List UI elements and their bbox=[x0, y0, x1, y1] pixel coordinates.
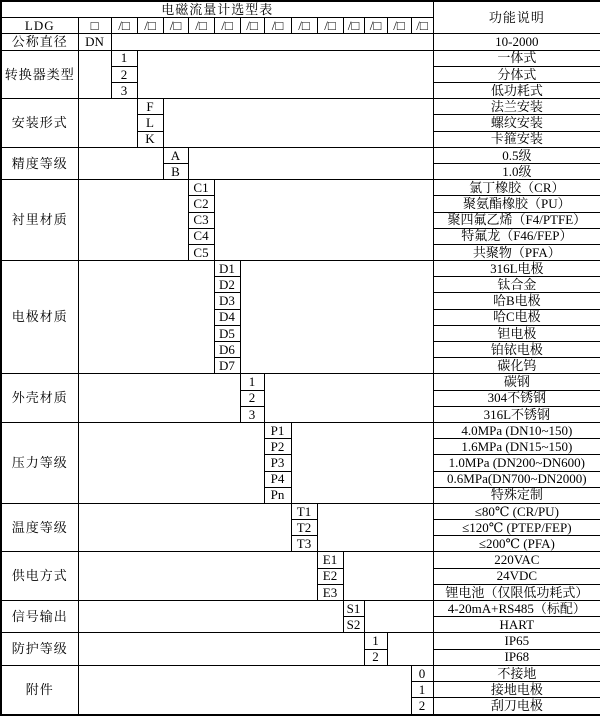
option-description: 1.6MPa (DN15~150) bbox=[433, 439, 600, 455]
table-title: 电磁流量计选型表 bbox=[1, 1, 433, 18]
model-box-1: □ bbox=[78, 18, 111, 34]
model-box-2: /□ bbox=[111, 18, 137, 34]
option-description: 共聚物（PFA） bbox=[433, 244, 600, 260]
option-code: L bbox=[137, 115, 163, 131]
option-code: P2 bbox=[264, 439, 291, 455]
option-spacer-left bbox=[78, 180, 188, 261]
option-description: 刮刀电极 bbox=[433, 698, 600, 715]
model-box-5: /□ bbox=[188, 18, 214, 34]
option-description: 特氟龙（F46/FEP） bbox=[433, 228, 600, 244]
option-code: Pn bbox=[264, 487, 291, 503]
option-description: 接地电极 bbox=[433, 681, 600, 697]
option-spacer-right bbox=[163, 99, 433, 148]
option-spacer-left bbox=[78, 665, 411, 715]
category-label: 安装形式 bbox=[1, 99, 78, 148]
model-box-7: /□ bbox=[240, 18, 264, 34]
option-description: 氯丁橡胶（CR） bbox=[433, 180, 600, 196]
option-code: E2 bbox=[317, 568, 343, 584]
category-label: 精度等级 bbox=[1, 147, 78, 179]
option-code: 3 bbox=[240, 406, 264, 422]
option-code: C1 bbox=[188, 180, 214, 196]
option-row bbox=[1, 261, 600, 277]
option-spacer-right bbox=[188, 147, 433, 179]
option-code: 1 bbox=[364, 633, 387, 649]
option-code: 2 bbox=[364, 649, 387, 665]
option-code: 3 bbox=[111, 83, 137, 99]
option-description: ≤120℃ (PTEP/FEP) bbox=[433, 520, 600, 536]
option-spacer-left bbox=[78, 99, 137, 148]
category-label: 外壳材质 bbox=[1, 374, 78, 423]
option-code: T3 bbox=[291, 536, 317, 552]
model-prefix: LDG bbox=[1, 18, 78, 34]
option-row bbox=[1, 99, 600, 115]
option-code: D6 bbox=[214, 342, 240, 358]
dn-spacer bbox=[111, 34, 433, 50]
category-label: 电极材质 bbox=[1, 261, 78, 374]
option-code: B bbox=[163, 163, 188, 179]
option-description: 法兰安装 bbox=[433, 99, 600, 115]
option-description: 钽电极 bbox=[433, 325, 600, 341]
option-code: D1 bbox=[214, 261, 240, 277]
option-spacer-right bbox=[317, 503, 433, 552]
option-description: 卡箍安装 bbox=[433, 131, 600, 147]
option-description: 24VDC bbox=[433, 568, 600, 584]
model-box-4: /□ bbox=[163, 18, 188, 34]
option-spacer-right bbox=[387, 633, 433, 665]
option-code: S2 bbox=[343, 617, 364, 633]
option-spacer-left bbox=[78, 633, 364, 665]
option-row bbox=[1, 422, 600, 438]
option-description: 0.6MPa(DN700~DN2000) bbox=[433, 471, 600, 487]
option-code: D5 bbox=[214, 325, 240, 341]
model-box-9: /□ bbox=[291, 18, 317, 34]
category-label: 防护等级 bbox=[1, 633, 78, 665]
option-code: 2 bbox=[240, 390, 264, 406]
option-code: P1 bbox=[264, 422, 291, 438]
category-label: 衬里材质 bbox=[1, 180, 78, 261]
option-description: 碳化钨 bbox=[433, 358, 600, 374]
option-code: C3 bbox=[188, 212, 214, 228]
option-code: 2 bbox=[111, 66, 137, 82]
option-row bbox=[1, 50, 600, 66]
option-description: 4-20mA+RS485（标配） bbox=[433, 601, 600, 617]
option-description: 铂铱电极 bbox=[433, 342, 600, 358]
option-description: ≤80℃ (CR/PU) bbox=[433, 503, 600, 519]
option-description: 一体式 bbox=[433, 50, 600, 66]
option-code: D3 bbox=[214, 293, 240, 309]
option-description: IP65 bbox=[433, 633, 600, 649]
option-spacer-left bbox=[78, 50, 111, 99]
option-spacer-right bbox=[291, 422, 433, 503]
option-code: E1 bbox=[317, 552, 343, 568]
option-code: F bbox=[137, 99, 163, 115]
dn-code: DN bbox=[78, 34, 111, 50]
model-box-13: /□ bbox=[387, 18, 411, 34]
option-code: 2 bbox=[411, 698, 433, 715]
option-row bbox=[1, 147, 600, 163]
option-row bbox=[1, 374, 600, 390]
option-description: HART bbox=[433, 617, 600, 633]
option-row bbox=[1, 180, 600, 196]
option-spacer-left bbox=[78, 261, 214, 374]
option-description: 220VAC bbox=[433, 552, 600, 568]
category-label: 压力等级 bbox=[1, 422, 78, 503]
option-code: T2 bbox=[291, 520, 317, 536]
option-description: 304不锈钢 bbox=[433, 390, 600, 406]
option-row bbox=[1, 601, 600, 617]
option-description: 低功耗式 bbox=[433, 83, 600, 99]
option-description: 聚氨酯橡胶（PU） bbox=[433, 196, 600, 212]
category-label: 附件 bbox=[1, 665, 78, 715]
option-spacer-right bbox=[240, 261, 433, 374]
option-description: 锂电池（仅限低功耗式） bbox=[433, 584, 600, 600]
option-spacer-left bbox=[78, 503, 291, 552]
option-code: C2 bbox=[188, 196, 214, 212]
category-label: 信号输出 bbox=[1, 601, 78, 633]
option-description: 0.5级 bbox=[433, 147, 600, 163]
option-code: D7 bbox=[214, 358, 240, 374]
category-label: 温度等级 bbox=[1, 503, 78, 552]
option-code: K bbox=[137, 131, 163, 147]
option-code: P3 bbox=[264, 455, 291, 471]
option-description: 不接地 bbox=[433, 665, 600, 681]
option-description: 哈B电极 bbox=[433, 293, 600, 309]
option-code: E3 bbox=[317, 584, 343, 600]
option-code: C4 bbox=[188, 228, 214, 244]
model-box-14: /□ bbox=[411, 18, 433, 34]
model-box-3: /□ bbox=[137, 18, 163, 34]
option-description: IP68 bbox=[433, 649, 600, 665]
option-description: 分体式 bbox=[433, 66, 600, 82]
category-label: 转换器类型 bbox=[1, 50, 78, 99]
option-description: 316L不锈钢 bbox=[433, 406, 600, 422]
option-spacer-right bbox=[214, 180, 433, 261]
option-code: A bbox=[163, 147, 188, 163]
option-spacer-left bbox=[78, 552, 317, 601]
option-description: 特殊定制 bbox=[433, 487, 600, 503]
option-description: 316L电极 bbox=[433, 261, 600, 277]
option-description: ≤200℃ (PFA) bbox=[433, 536, 600, 552]
option-description: 螺纹安装 bbox=[433, 115, 600, 131]
dn-label: 公称直径 bbox=[1, 34, 78, 50]
dn-row bbox=[1, 34, 600, 50]
option-code: 0 bbox=[411, 665, 433, 681]
option-code: D2 bbox=[214, 277, 240, 293]
option-spacer-right bbox=[264, 374, 433, 423]
option-spacer-right bbox=[364, 601, 433, 633]
option-row bbox=[1, 503, 600, 519]
option-code: T1 bbox=[291, 503, 317, 519]
model-box-10: /□ bbox=[317, 18, 343, 34]
option-description: 碳钢 bbox=[433, 374, 600, 390]
option-spacer-right bbox=[343, 552, 433, 601]
option-description: 哈C电极 bbox=[433, 309, 600, 325]
option-spacer-left bbox=[78, 374, 240, 423]
option-code: 1 bbox=[240, 374, 264, 390]
category-label: 供电方式 bbox=[1, 552, 78, 601]
option-spacer-right bbox=[137, 50, 433, 99]
function-column-header: 功能说明 bbox=[433, 1, 600, 34]
option-code: D4 bbox=[214, 309, 240, 325]
model-box-8: /□ bbox=[264, 18, 291, 34]
option-spacer-left bbox=[78, 422, 264, 503]
title-row bbox=[1, 1, 600, 18]
option-row bbox=[1, 633, 600, 649]
option-code: 1 bbox=[111, 50, 137, 66]
option-row bbox=[1, 665, 600, 681]
option-description: 1.0MPa (DN200~DN600) bbox=[433, 455, 600, 471]
option-code: S1 bbox=[343, 601, 364, 617]
option-description: 聚四氟乙烯（F4/PTFE） bbox=[433, 212, 600, 228]
option-description: 钛合金 bbox=[433, 277, 600, 293]
option-code: 1 bbox=[411, 681, 433, 697]
model-box-11: /□ bbox=[343, 18, 364, 34]
model-box-12: /□ bbox=[364, 18, 387, 34]
option-code: C5 bbox=[188, 244, 214, 260]
option-description: 1.0级 bbox=[433, 163, 600, 179]
option-description: 4.0MPa (DN10~150) bbox=[433, 422, 600, 438]
dn-description: 10-2000 bbox=[433, 34, 600, 50]
option-row bbox=[1, 552, 600, 568]
model-box-6: /□ bbox=[214, 18, 240, 34]
option-spacer-left bbox=[78, 147, 163, 179]
option-code: P4 bbox=[264, 471, 291, 487]
option-spacer-left bbox=[78, 601, 343, 633]
